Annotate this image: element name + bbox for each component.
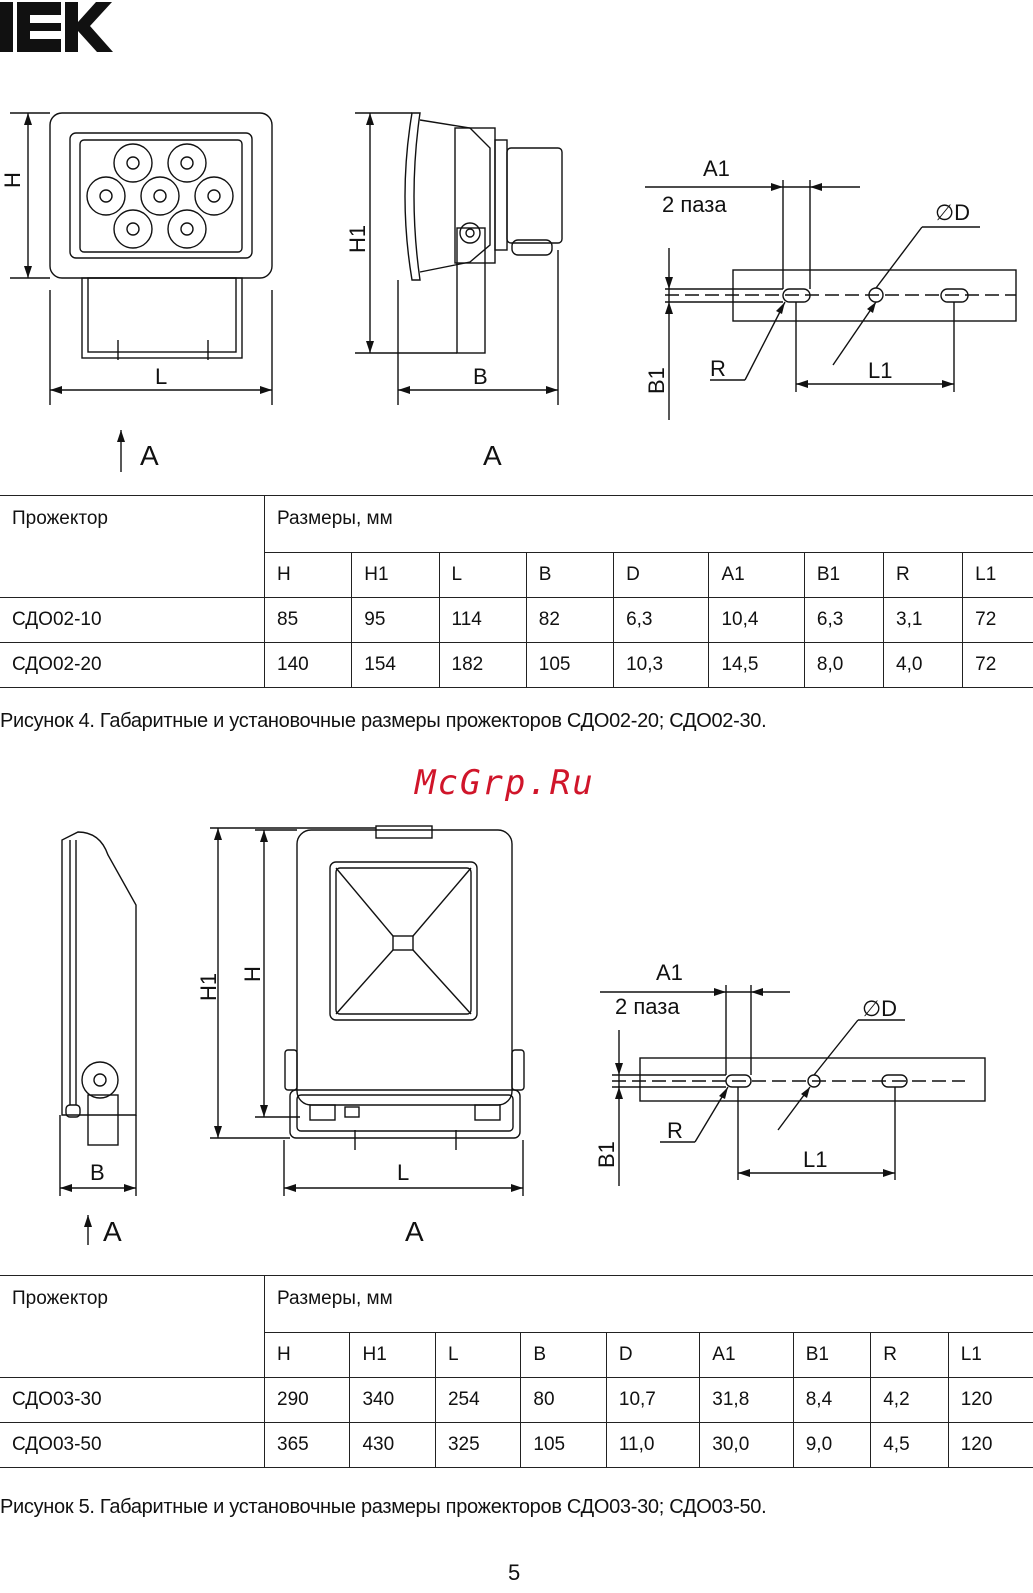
column-header: R: [884, 553, 963, 598]
fig5-label-l: L: [397, 1160, 410, 1185]
product-column-header: Прожектор: [0, 1276, 265, 1378]
product-name: СДО03-50: [0, 1423, 265, 1468]
column-header: D: [606, 1333, 699, 1378]
product-column-header: Прожектор: [0, 496, 265, 598]
fig4-label-l: L: [155, 364, 168, 389]
table-row: [0, 598, 1033, 643]
fig5-label-a1: A1: [656, 960, 683, 985]
fig5-label-b: B: [90, 1160, 105, 1185]
table-cell: 140: [265, 643, 352, 688]
table-row: [0, 1423, 1033, 1468]
fig4-label-l1: L1: [868, 358, 893, 383]
table-cell: 325: [435, 1423, 520, 1468]
table-cell: 8,4: [793, 1378, 871, 1423]
fig4-label-slots: 2 паза: [662, 192, 727, 217]
table-cell: 290: [265, 1378, 350, 1423]
table-cell: 3,1: [884, 598, 963, 643]
table-cell: 4,5: [871, 1423, 949, 1468]
table-cell: 80: [521, 1378, 606, 1423]
table-cell: 30,0: [700, 1423, 793, 1468]
table-cell: 4,0: [884, 643, 963, 688]
table-cell: 340: [350, 1378, 435, 1423]
table-cell: 14,5: [709, 643, 804, 688]
table-cell: 182: [439, 643, 526, 688]
fig5-label-slots: 2 паза: [615, 994, 680, 1019]
table-cell: 85: [265, 598, 352, 643]
page-number: 5: [508, 1560, 521, 1585]
fig4-label-h: H: [0, 172, 25, 188]
table-cell: 72: [963, 643, 1033, 688]
table-cell: 82: [526, 598, 613, 643]
table-cell: 105: [526, 643, 613, 688]
figure5-caption: Рисунок 5. Габаритные и установочные размеры прожекторов СДО03-30; СДО03-50.: [0, 1496, 767, 1518]
table-cell: 120: [948, 1378, 1033, 1423]
fig4-label-r: R: [710, 356, 726, 381]
fig5-view-a-right: A: [405, 1216, 424, 1247]
fig5-view-a-left: A: [103, 1216, 122, 1247]
table-cell: 365: [265, 1423, 350, 1468]
table-cell: 31,8: [700, 1378, 793, 1423]
fig5-label-h1: H1: [196, 972, 221, 1001]
column-header: H: [265, 1333, 350, 1378]
fig5-label-l1: L1: [803, 1147, 828, 1172]
table-cell: 8,0: [804, 643, 883, 688]
fig4-label-d: ∅D: [935, 200, 971, 225]
column-header: A1: [709, 553, 804, 598]
table-cell: 6,3: [614, 598, 709, 643]
table-cell: 11,0: [606, 1423, 699, 1468]
column-header: D: [614, 553, 709, 598]
table-cell: 105: [521, 1423, 606, 1468]
table-row: [0, 1378, 1033, 1423]
table-cell: 9,0: [793, 1423, 871, 1468]
table-cell: 4,2: [871, 1378, 949, 1423]
watermark: McGrp.Ru: [415, 763, 595, 803]
column-header: A1: [700, 1333, 793, 1378]
fig4-dimensions-table: [0, 495, 1033, 688]
table-cell: 114: [439, 598, 526, 643]
fig4-label-h1: H1: [345, 224, 370, 253]
column-header: L1: [963, 553, 1033, 598]
product-name: СДО02-20: [0, 643, 265, 688]
column-header: L: [439, 553, 526, 598]
fig4-front-view: [10, 113, 272, 472]
table-cell: 10,7: [606, 1378, 699, 1423]
fig4-label-b: B: [473, 364, 488, 389]
table-cell: 72: [963, 598, 1033, 643]
column-header: L1: [948, 1333, 1033, 1378]
column-header: B: [526, 553, 613, 598]
column-header: H: [265, 553, 352, 598]
column-header: H1: [350, 1333, 435, 1378]
column-header: H1: [352, 553, 439, 598]
fig4-view-a-left: A: [140, 440, 159, 471]
column-header: B1: [804, 553, 883, 598]
table-cell: 10,3: [614, 643, 709, 688]
figure4-caption: Рисунок 4. Габаритные и установочные размеры прожекторов СДО02-20; СДО02-30.: [0, 710, 767, 732]
fig4-label-a1: A1: [703, 156, 730, 181]
table-cell: 120: [948, 1423, 1033, 1468]
fig5-label-h: H: [240, 966, 265, 982]
column-header: B1: [793, 1333, 871, 1378]
product-name: СДО02-10: [0, 598, 265, 643]
product-name: СДО03-30: [0, 1378, 265, 1423]
fig5-label-d: ∅D: [862, 996, 898, 1021]
table-cell: 10,4: [709, 598, 804, 643]
column-header: L: [435, 1333, 520, 1378]
table-header-row: [0, 1276, 1033, 1333]
fig5-dimensions-table: [0, 1275, 1033, 1468]
fig4-view-a-right: A: [483, 440, 502, 471]
column-header: B: [521, 1333, 606, 1378]
table-cell: 6,3: [804, 598, 883, 643]
sizes-group-header: Размеры, мм: [265, 496, 1033, 553]
table-row: [0, 643, 1033, 688]
fig4-side-view: [355, 113, 562, 405]
table-cell: 254: [435, 1378, 520, 1423]
table-cell: 154: [352, 643, 439, 688]
fig5-label-b1: B1: [594, 1141, 619, 1168]
table-header-row: [0, 496, 1033, 553]
table-cell: 430: [350, 1423, 435, 1468]
fig4-label-b1: B1: [644, 367, 669, 394]
table-cell: 95: [352, 598, 439, 643]
column-header: R: [871, 1333, 949, 1378]
fig5-label-r: R: [667, 1118, 683, 1143]
sizes-group-header: Размеры, мм: [265, 1276, 1033, 1333]
fig5-front-view: [210, 826, 524, 1196]
